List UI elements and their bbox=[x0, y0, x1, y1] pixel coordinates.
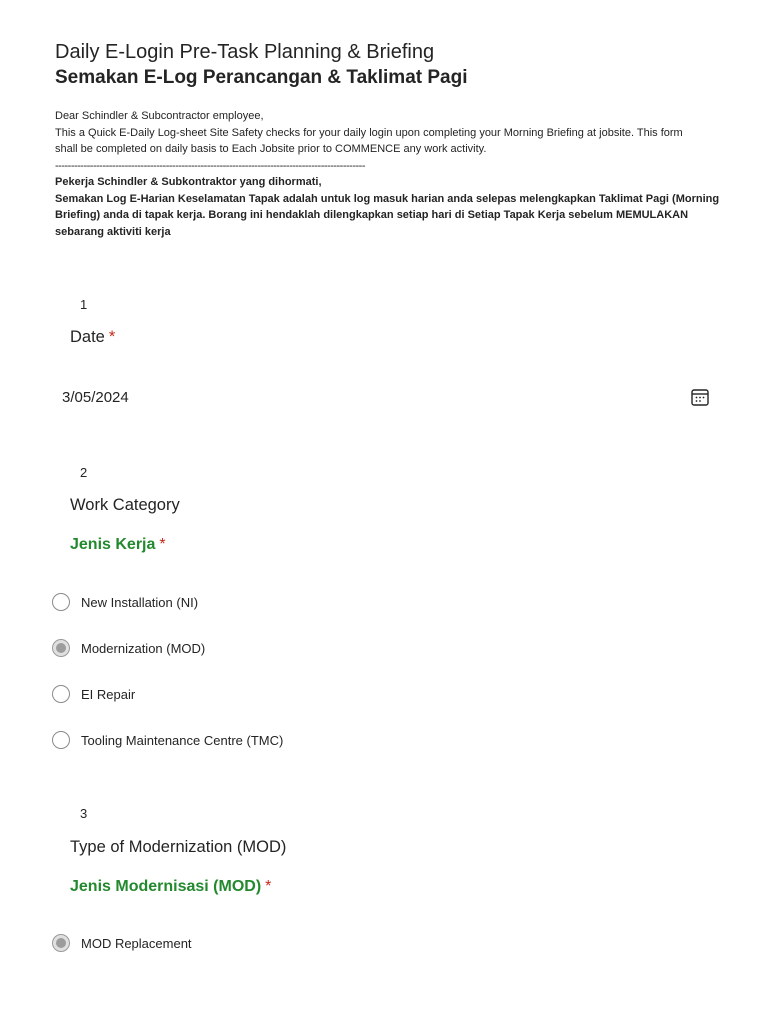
radio-button[interactable] bbox=[52, 685, 70, 703]
question-3-subtitle-text: Jenis Modernisasi (MOD) bbox=[70, 878, 262, 895]
option-modernization[interactable] bbox=[52, 637, 205, 659]
date-input[interactable] bbox=[55, 378, 715, 416]
radio-button-selected[interactable] bbox=[52, 934, 70, 952]
question-2-number: 2 bbox=[80, 465, 88, 480]
form-header bbox=[55, 40, 725, 240]
description-body-ms-2: Briefing) anda di tapak kerja. Borang ini hendaklah dilengkapkan setiap hari di Setiap Tapak Kerja sebelum MEMULAKAN bbox=[55, 209, 689, 221]
description-greeting-ms: Pekerja Schindler & Subkontraktor yang dihormati, bbox=[55, 176, 322, 188]
option-label: MOD Replacement bbox=[81, 935, 192, 951]
form-title-en: Daily E-Login Pre-Task Planning & Briefing bbox=[55, 41, 435, 63]
question-3-title: Type of Modernization (MOD) bbox=[70, 838, 287, 856]
option-new-installation[interactable] bbox=[52, 591, 198, 613]
form-title-ms: Semakan E-Log Perancangan & Taklimat Pagi bbox=[55, 67, 468, 88]
description-body-ms-1: Semakan Log E-Harian Keselamatan Tapak adalah untuk log masuk harian anda selepas melengkapkan Taklimat Pagi (Morning bbox=[55, 192, 720, 205]
description-greeting-en: Dear Schindler & Subcontractor employee, bbox=[55, 110, 264, 122]
required-marker: * bbox=[108, 328, 116, 346]
required-marker: * bbox=[159, 536, 166, 553]
radio-button[interactable] bbox=[52, 593, 70, 611]
description-divider: -------------------------------------------------------------------------------------------------- bbox=[55, 159, 365, 172]
question-2-subtitle bbox=[70, 536, 166, 554]
question-2-title: Work Category bbox=[70, 496, 180, 514]
description-body-ms-3: sebarang aktiviti kerja bbox=[55, 225, 171, 238]
date-input-value[interactable]: 3/05/2024 bbox=[62, 388, 129, 406]
question-1-title bbox=[70, 328, 115, 347]
option-ei-repair[interactable] bbox=[52, 683, 135, 705]
calendar-icon[interactable] bbox=[690, 387, 710, 407]
question-1-number: 1 bbox=[80, 297, 88, 312]
question-1-title-text: Date bbox=[70, 328, 105, 346]
option-label: EI Repair bbox=[81, 686, 136, 702]
option-tooling-maintenance[interactable] bbox=[52, 729, 283, 751]
option-mod-replacement[interactable] bbox=[52, 932, 192, 954]
radio-button-selected[interactable] bbox=[52, 639, 70, 657]
description-body-en-1: This a Quick E-Daily Log-sheet Site Safety checks for your daily login upon completing your Morning Briefing at jobsite. This form bbox=[55, 126, 683, 139]
question-3-subtitle bbox=[70, 878, 271, 896]
option-label: Tooling Maintenance Centre (TMC) bbox=[81, 732, 284, 748]
required-marker: * bbox=[265, 878, 272, 895]
option-label: Modernization (MOD) bbox=[81, 640, 206, 656]
option-label: New Installation (NI) bbox=[81, 594, 199, 610]
question-3-number: 3 bbox=[80, 806, 88, 821]
radio-button[interactable] bbox=[52, 731, 70, 749]
form-description bbox=[55, 108, 725, 240]
description-body-en-2: shall be completed on daily basis to Each Jobsite prior to COMMENCE any work activity. bbox=[55, 143, 487, 155]
question-2-subtitle-text: Jenis Kerja bbox=[70, 536, 156, 553]
